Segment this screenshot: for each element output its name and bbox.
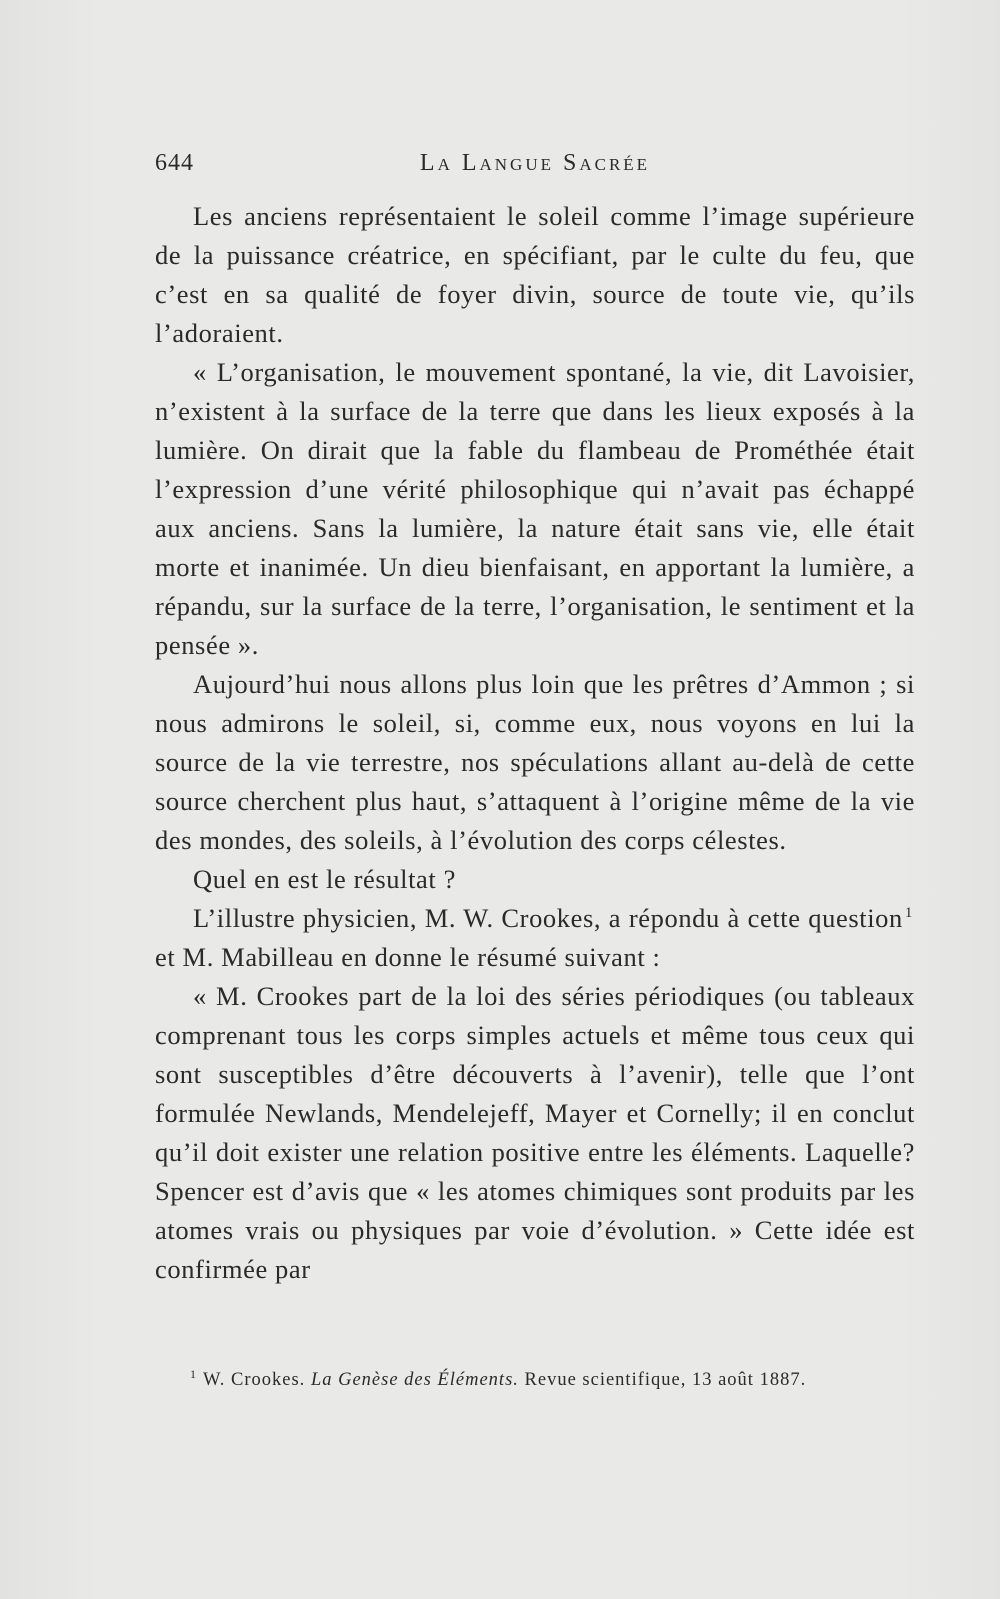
paragraph-2: « L’organisation, le mouvement spontané, la vie, dit Lavoisier, n’existent à la surface de la terre que dans les lieux exposés à la lumière. On dirait que la fable du flambeau de Prométhée était l’expression d’une vérité philosophique qui n’avait pas échappé aux anciens. Sans la lumière, la nature était sans vie, elle était morte et inanimée. Un dieu bienfaisant, en apportant la lumière, a répandu, sur la surface de la terre, l’organisation, le sentiment et la pensée ». — [155, 357, 915, 660]
page-number: 644 — [155, 150, 194, 176]
page-header — [155, 150, 915, 190]
footnote — [190, 1362, 920, 1392]
paragraph-6: « M. Crookes part de la loi des séries périodiques (ou tableaux comprenant tous les corps simples actuels et même tous ceux qui sont susceptibles d’être découverts à l’avenir), telle que l’ont formulée Newlands, Mendelejeff, Mayer et Cornelly; il en conclut qu’il doit exister une relation positive entre les éléments. Laquelle? Spencer est d’avis que « les atomes chimiques sont produits par les atomes vrais ou physiques par voie d’évolution. » Cette idée est confirmée par — [155, 981, 915, 1284]
paragraph-4: Quel en est le résultat ? — [193, 864, 456, 894]
footnote-author: W. Crookes. — [203, 1370, 311, 1391]
paragraph-5 — [155, 899, 915, 977]
paragraph-5-end: et M. Mabilleau en donne le résumé suivant : — [155, 942, 661, 972]
paragraph-1: Les anciens représentaient le soleil comme l’image supérieure de la puissance créatrice, en spécifiant, par le culte du feu, que c’est en sa qualité de foyer divin, source de toute vie, qu’ils l’adoraient. — [155, 201, 915, 348]
body-text — [155, 197, 915, 1289]
footnote-reference: 1 — [904, 905, 913, 922]
footnote-mark: 1 — [190, 1367, 197, 1381]
running-title: La Langue Sacrée — [419, 150, 651, 176]
footnote-source: Revue scientifique, 13 août 1887. — [518, 1370, 807, 1391]
footnote-title: La Genèse des Éléments. — [310, 1370, 519, 1391]
paragraph-5-start: L’illustre physicien, M. W. Crookes, a répondu à cette question — [193, 903, 903, 933]
paragraph-3: Aujourd’hui nous allons plus loin que les prêtres d’Ammon ; si nous admirons le soleil, si, comme eux, nous voyons en lui la source de la vie terrestre, nos spéculations allant au-delà de cette source cherchent plus haut, s’attaquent à l’origine même de la vie des mondes, des soleils, à l’évolution des corps célestes. — [155, 669, 915, 855]
